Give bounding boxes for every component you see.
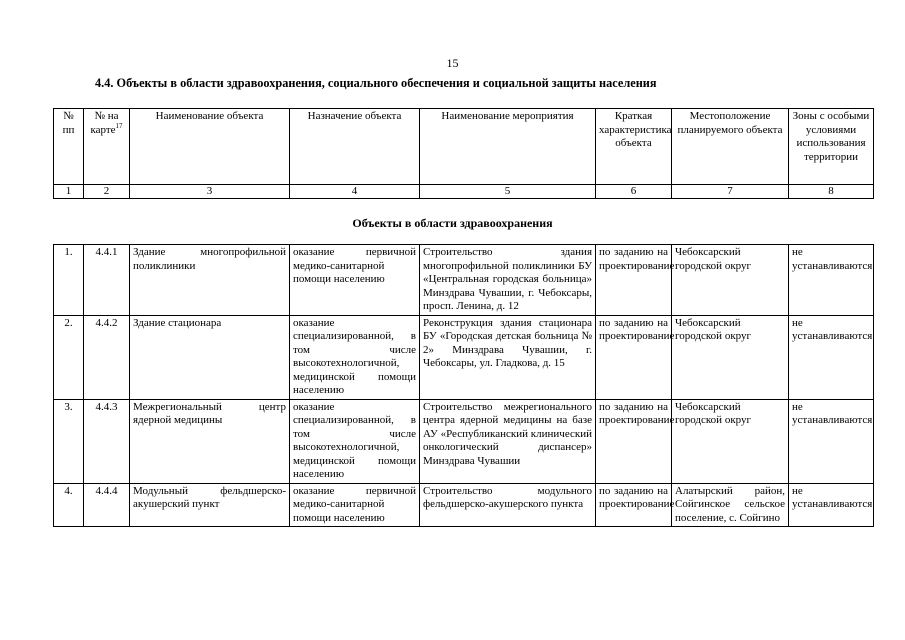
header-cell: Краткая характеристика объекта	[596, 109, 672, 185]
footnote-mark: 17	[115, 121, 123, 130]
header-table	[53, 108, 874, 199]
map-number: 4.4.4	[84, 483, 130, 527]
column-number: 7	[672, 185, 789, 199]
object-zones: не устанавливаются	[789, 245, 874, 316]
map-number: 4.4.3	[84, 399, 130, 483]
header-cell: № пп	[54, 109, 84, 185]
section-heading: 4.4. Объекты в области здравоохранения, социального обеспечения и социальной защиты населения	[95, 76, 657, 90]
object-zones: не устанавливаются	[789, 399, 874, 483]
object-purpose: оказание специализированной, в том числе высокотехнологичной, медицинской помощи населению	[290, 399, 420, 483]
object-location: Алатырский район, Сойгинское сельское поселение, с. Сойгино	[672, 483, 789, 527]
object-action: Строительство межрегионального центра ядерной медицины на базе АУ «Республиканский клинический онкологический диспансер» Минздрава Чувашии	[420, 399, 596, 483]
table-row	[54, 315, 874, 399]
object-purpose: оказание первичной медико-санитарной помощи населению	[290, 483, 420, 527]
table-row	[54, 483, 874, 527]
object-action: Строительство модульного фельдшерско-акушерского пункта	[420, 483, 596, 527]
column-number: 6	[596, 185, 672, 199]
object-zones: не устанавливаются	[789, 483, 874, 527]
object-zones: не устанавливаются	[789, 315, 874, 399]
column-number-row	[54, 185, 874, 199]
column-number: 4	[290, 185, 420, 199]
object-name: Здание многопрофильной поликлиники	[130, 245, 290, 316]
object-location: Чебоксарский городской округ	[672, 315, 789, 399]
row-number: 3.	[54, 399, 84, 483]
object-brief: по заданию на проектирование	[596, 315, 672, 399]
map-number: 4.4.2	[84, 315, 130, 399]
object-location: Чебоксарский городской округ	[672, 245, 789, 316]
object-action: Строительство здания многопрофильной поликлиники БУ «Центральная городская больница» Минздрава Чувашии, г. Чебоксары, просп. Ленина, д. 12	[420, 245, 596, 316]
column-header-row	[54, 109, 874, 185]
header-cell-map	[84, 109, 130, 185]
header-cell: Местоположение планируемого объекта	[672, 109, 789, 185]
header-cell: Наименование мероприятия	[420, 109, 596, 185]
object-name: Межрегиональный центр ядерной медицины	[130, 399, 290, 483]
header-cell-map-text: № на карте	[90, 110, 119, 136]
object-name: Модульный фельдшерско-акушерский пункт	[130, 483, 290, 527]
table-row	[54, 399, 874, 483]
object-purpose: оказание первичной медико-санитарной помощи населению	[290, 245, 420, 316]
column-number: 1	[54, 185, 84, 199]
object-location: Чебоксарский городской округ	[672, 399, 789, 483]
column-number: 8	[789, 185, 874, 199]
row-number: 1.	[54, 245, 84, 316]
map-number: 4.4.1	[84, 245, 130, 316]
column-number: 3	[130, 185, 290, 199]
header-cell: Назначение объекта	[290, 109, 420, 185]
subsection-title: Объекты в области здравоохранения	[352, 216, 553, 230]
row-number: 2.	[54, 315, 84, 399]
header-cell: Наименование объекта	[130, 109, 290, 185]
object-brief: по заданию на проектирование	[596, 399, 672, 483]
column-number: 2	[84, 185, 130, 199]
column-number: 5	[420, 185, 596, 199]
table-row	[54, 245, 874, 316]
header-cell: Зоны с особыми условиями использования территории	[789, 109, 874, 185]
objects-table	[53, 244, 874, 527]
page-number: 15	[446, 56, 459, 70]
object-action: Реконструкция здания стационара БУ «Городская детская больница № 2» Минздрава Чувашии, г. Чебоксары, ул. Гладкова, д. 15	[420, 315, 596, 399]
row-number: 4.	[54, 483, 84, 527]
object-purpose: оказание специализированной, в том числе высокотехнологичной, медицинской помощи населению	[290, 315, 420, 399]
object-name: Здание стационара	[130, 315, 290, 399]
object-brief: по заданию на проектирование	[596, 483, 672, 527]
object-brief: по заданию на проектирование	[596, 245, 672, 316]
